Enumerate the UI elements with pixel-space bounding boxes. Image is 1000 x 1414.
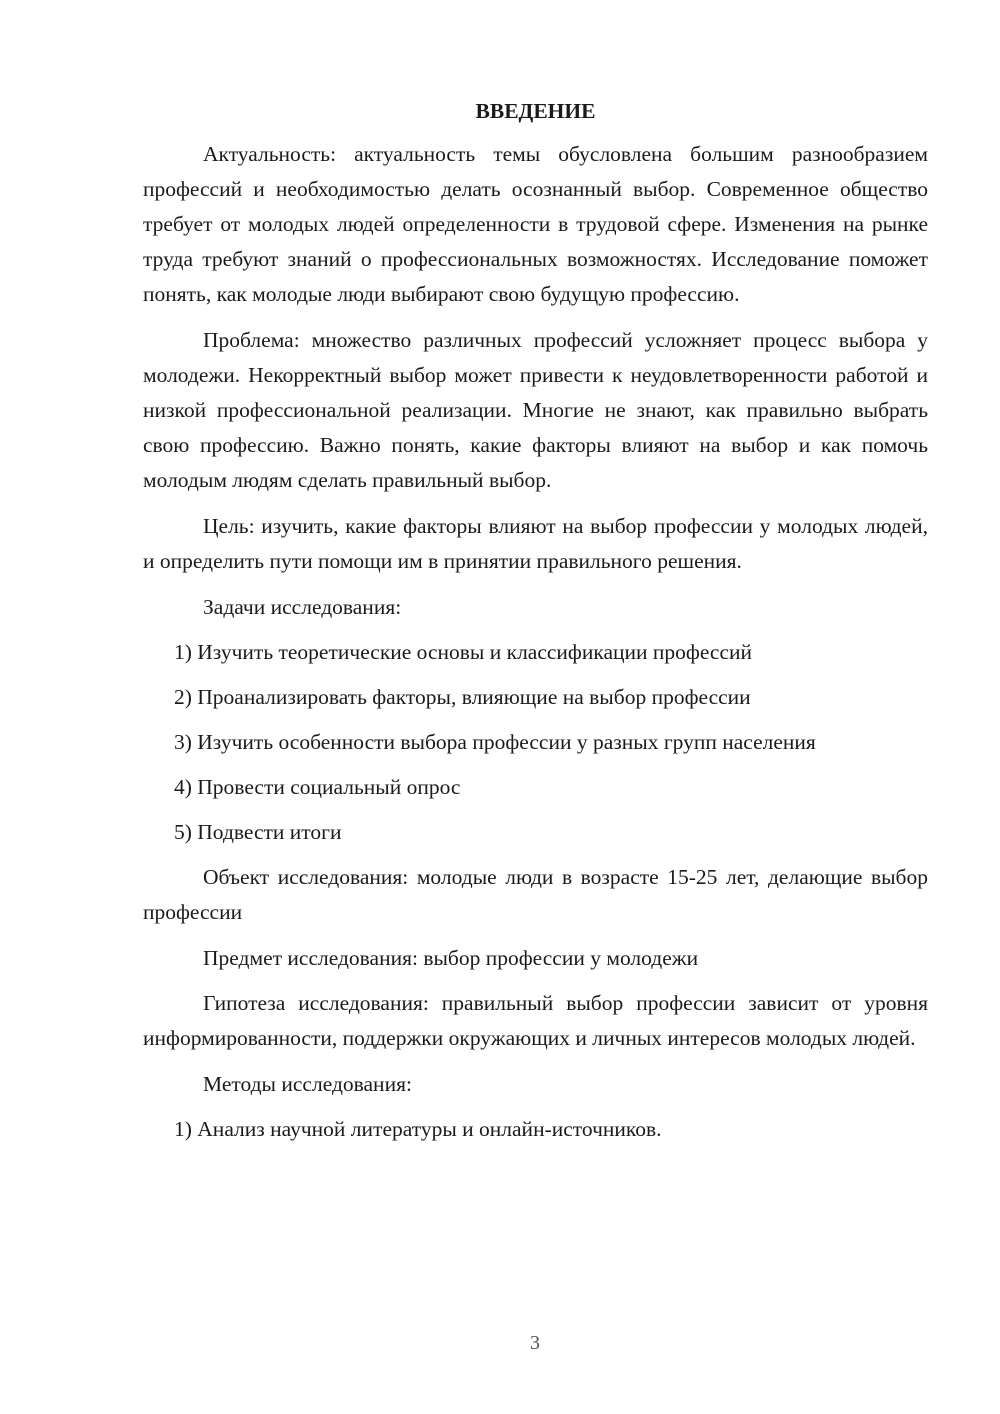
subject-paragraph: Предмет исследования: выбор профессии у молодежи xyxy=(203,946,699,970)
list-item: 4) Провести социальный опрос xyxy=(174,775,461,799)
tasks-list xyxy=(143,635,928,850)
list-item: 3) Изучить особенности выбора профессии у разных групп населения xyxy=(174,730,816,754)
list-item: 2) Проанализировать факторы, влияющие на выбор профессии xyxy=(174,685,751,709)
list-item: 1) Изучить теоретические основы и классификации профессий xyxy=(174,640,753,664)
list-item: 1) Анализ научной литературы и онлайн-источников. xyxy=(174,1117,662,1141)
hypothesis-paragraph: Гипотеза исследования: правильный выбор профессии зависит от уровня информированности, поддержки окружающих и личных интересов молодых людей. xyxy=(143,991,928,1050)
object-paragraph: Объект исследования: молодые люди в возрасте 15-25 лет, делающие выбор профессии xyxy=(143,865,928,924)
problem-paragraph: Проблема: множество различных профессий усложняет процесс выбора у молодежи. Некорректный выбор может привести к неудовлетворенности работой и низкой профессиональной реализации. Многие не знают, как правильно выбрать свою профессию. Важно понять, какие факторы влияют на выбор и как помочь молодым людям сделать правильный выбор. xyxy=(143,328,928,492)
goal-paragraph: Цель: изучить, какие факторы влияют на выбор профессии у молодых людей, и определить пути помощи им в принятии правильного решения. xyxy=(143,514,928,573)
list-item: 5) Подвести итоги xyxy=(174,820,342,844)
document-page xyxy=(143,96,928,1157)
methods-list xyxy=(143,1112,928,1147)
page-number: 3 xyxy=(530,1332,540,1354)
tasks-title: Задачи исследования: xyxy=(203,595,402,619)
relevance-paragraph: Актуальность: актуальность темы обусловлена большим разнообразием профессий и необходимостью делать осознанный выбор. Современное общество требует от молодых людей определенности в трудовой сфере. Изменения на рынке труда требуют знаний о профессиональных возможностях. Исследование поможет понять, как молодые люди выбирают свою будущую профессию. xyxy=(143,142,928,306)
methods-title: Методы исследования: xyxy=(203,1072,412,1096)
section-heading: ВВЕДЕНИЕ xyxy=(475,99,596,123)
